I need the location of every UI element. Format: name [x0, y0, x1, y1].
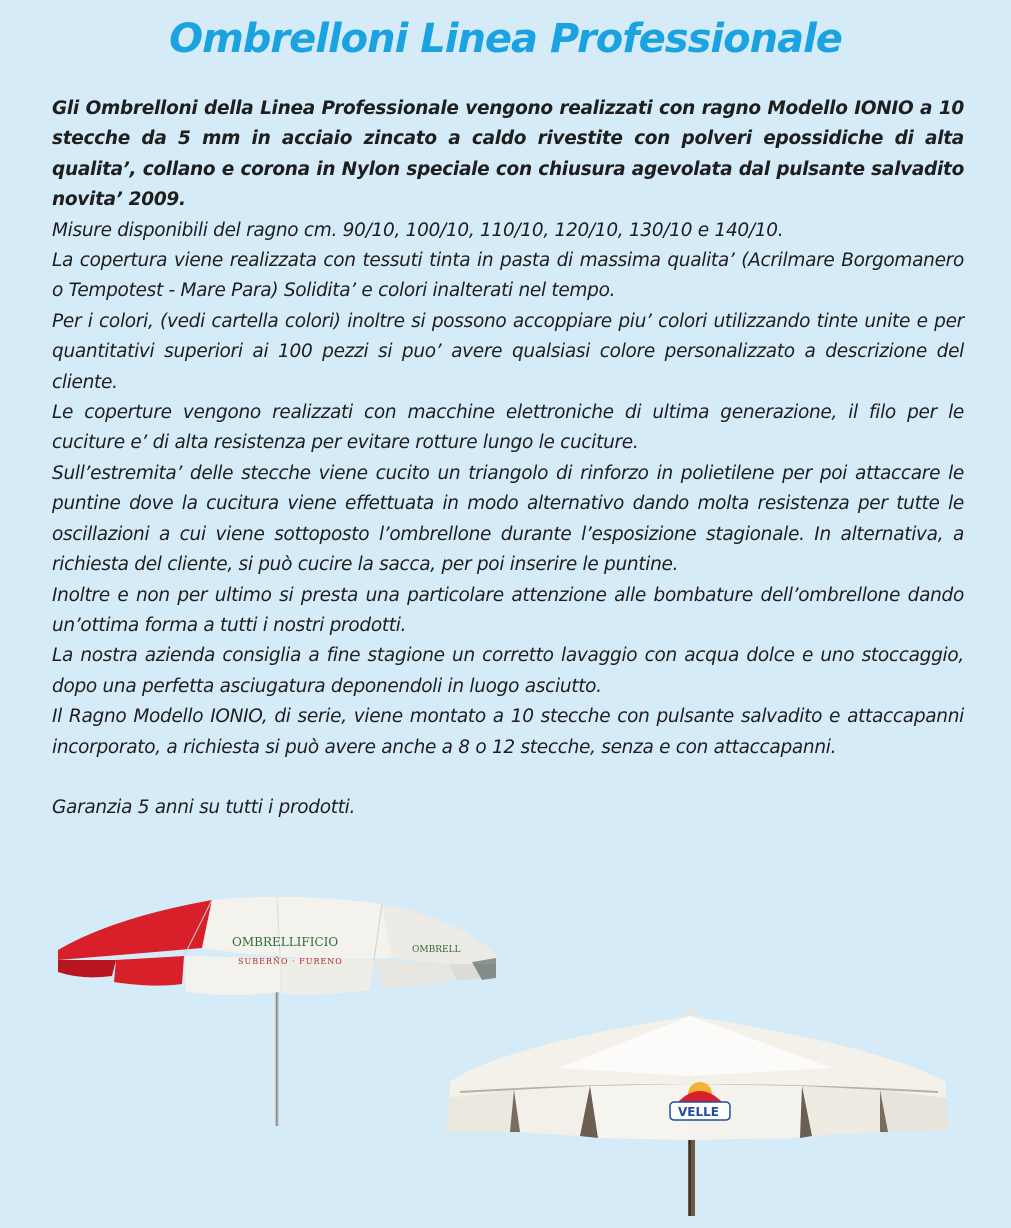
svg-text:SUBERNO · FURENO: SUBERNO · FURENO	[238, 957, 343, 966]
description-text	[52, 94, 964, 823]
colors-paragraph: Per i colori, (vedi cartella colori) inoltre si possono accoppiare piu’ colori utilizzando tinte unite e per quantitativi superiori ai 100 pezzi si puo’ avere qualsiasi colore personalizzato a descrizione del cliente.	[52, 310, 964, 393]
reinforcement-paragraph: Sull’estremita’ delle stecche viene cucito un triangolo di rinforzo in polietilene per poi attaccare le puntine dove la cucitura viene effettuata in modo alternativo dando molta resistenza per tutte le oscillazioni a cui viene sottoposto l’ombrellone durante l’esposizione stagionale. In alternativa, a richiesta del cliente, si può cucire la sacca, per poi inserire le puntine.	[52, 462, 964, 576]
svg-text:OMBRELL: OMBRELL	[412, 945, 461, 955]
cover-paragraph: La copertura viene realizzata con tessuti tinta in pasta di massima qualita’ (Acrilmare Borgomanero o Tempotest - Mare Para) Solidita’ e colori inalterati nel tempo.	[52, 250, 964, 302]
care-paragraph: La nostra azienda consiglia a fine stagione un corretto lavaggio con acqua dolce e uno stoccaggio, dopo una perfetta asciugatura deponendoli in luogo asciutto.	[52, 645, 964, 697]
red-white-umbrella-image	[52, 888, 502, 1128]
shape-paragraph: Inoltre e non per ultimo si presta una particolare attenzione alle bombature dell’ombrellone dando un’ottima forma a tutti i nostri prodotti.	[52, 584, 964, 636]
page-title: Ombrelloni Linea Professionale	[169, 16, 842, 62]
svg-text:OMBRELLIFICIO: OMBRELLIFICIO	[232, 935, 339, 949]
warranty-paragraph: Garanzia 5 anni su tutti i prodotti.	[52, 796, 356, 818]
svg-text:VELLE: VELLE	[678, 1105, 719, 1119]
sizes-paragraph: Misure disponibili del ragno cm. 90/10, 100/10, 110/10, 120/10, 130/10 e 140/10.	[52, 219, 784, 241]
intro-paragraph: Gli Ombrelloni della Linea Professionale vengono realizzati con ragno Modello IONIO a 10 stecche da 5 mm in acciaio zincato a caldo rivestite con polveri epossidiche di alta qualita’, collano e corona in Nylon speciale con chiusura agevolata dal pulsante salvadito novita’ 2009.	[52, 98, 964, 211]
frame-paragraph: Il Ragno Modello IONIO, di serie, viene montato a 10 stecche con pulsante salvadito e attaccapanni incorporato, a richiesta si può avere anche a 8 o 12 stecche, senza e con attaccapanni.	[52, 706, 964, 758]
machines-paragraph: Le coperture vengono realizzati con macchine elettroniche di ultima generazione, il filo per le cuciture e’ di alta resistenza per evitare rotture lungo le cuciture.	[52, 402, 964, 454]
white-umbrella-image	[440, 1006, 955, 1221]
